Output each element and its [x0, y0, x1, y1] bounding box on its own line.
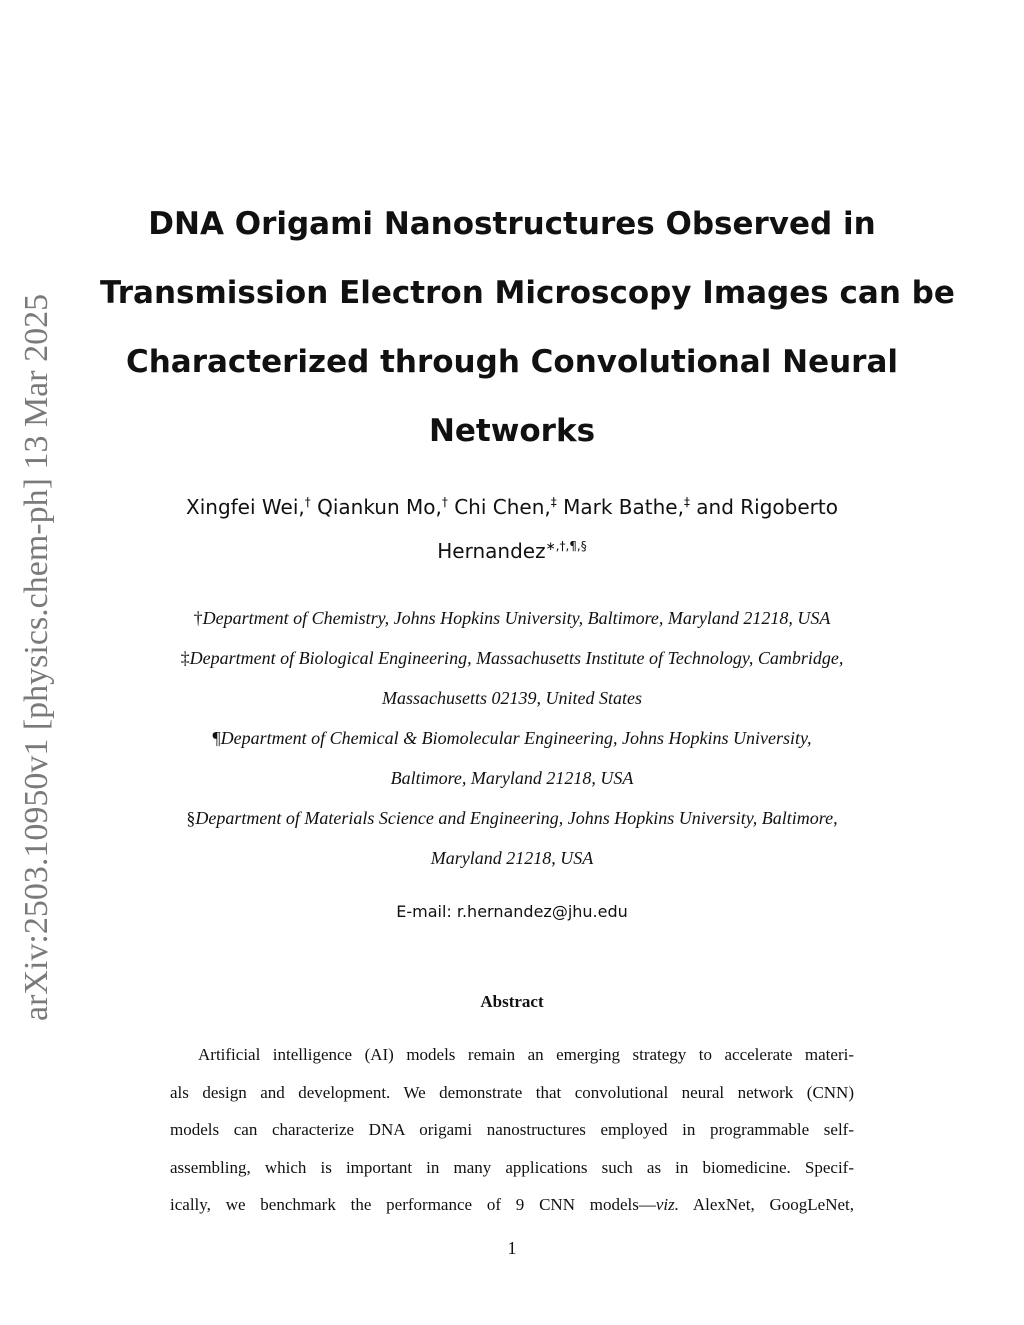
abstract-line: assembling, which is important in many applications such as in biomedicine. Specif- — [170, 1157, 854, 1177]
affiliation-mark: † — [304, 495, 311, 509]
author-name: Chi Chen, — [447, 495, 551, 519]
arxiv-identifier: arXiv:2503.10950v1 [physics.chem-ph] 13 Mar 2025 — [18, 293, 55, 1021]
affiliation-list — [100, 598, 924, 878]
author-name: Mark Bathe, — [556, 495, 684, 519]
paper-title — [100, 190, 955, 466]
page-number: 1 — [507, 1238, 517, 1258]
contact-email: E-mail: r.hernandez@jhu.edu — [396, 902, 628, 921]
affiliation-mark: ‡ — [550, 495, 557, 509]
abstract-line: models can characterize DNA origami nanostructures employed in programmable self- — [170, 1120, 854, 1139]
affiliation-line — [100, 718, 924, 758]
author-line — [100, 485, 924, 529]
title-line: Transmission Electron Microscopy Images can be — [100, 275, 955, 311]
abstract-line: als design and development. We demonstrate that convolutional neural network (CNN) — [170, 1082, 854, 1102]
affiliation-mark: † — [193, 608, 203, 628]
affiliation-text: Department of Materials Science and Engineering, Johns Hopkins University, Baltimore, — [195, 808, 838, 828]
affiliation-text: Department of Biological Engineering, Massachusetts Institute of Technology, Cambridge, — [189, 648, 844, 668]
affiliation-mark: ∗,†,¶,§ — [545, 539, 587, 553]
abstract-line — [170, 1186, 854, 1224]
author-name: and Rigoberto — [689, 495, 838, 519]
author-list — [100, 485, 924, 573]
affiliation-mark: † — [441, 495, 448, 509]
author-name: Hernandez — [437, 539, 546, 563]
affiliation-line — [100, 638, 924, 678]
affiliation-line: Baltimore, Maryland 21218, USA — [390, 768, 634, 788]
title-line: DNA Origami Nanostructures Observed in — [148, 206, 876, 242]
title-line: Characterized through Convolutional Neural — [125, 344, 899, 380]
abstract-body — [170, 1036, 854, 1224]
abstract-text: ically, we benchmark the performance of 9 CNN models— — [170, 1195, 656, 1214]
author-name: Xingfei Wei, — [186, 495, 305, 519]
abstract-text: AlexNet, GoogLeNet, — [679, 1195, 854, 1214]
author-name: Qiankun Mo, — [310, 495, 442, 519]
affiliation-text: Department of Chemistry, Johns Hopkins University, Baltimore, Maryland 21218, USA — [202, 608, 831, 628]
affiliation-line — [100, 798, 924, 838]
abstract-line: Artificial intelligence (AI) models remain an emerging strategy to accelerate materi- — [198, 1045, 854, 1064]
affiliation-line: Maryland 21218, USA — [430, 848, 594, 868]
abstract-heading: Abstract — [480, 992, 544, 1011]
author-line — [100, 529, 924, 573]
affiliation-mark: ‡ — [683, 495, 690, 509]
affiliation-text: Department of Chemical & Biomolecular Engineering, Johns Hopkins University, — [220, 728, 812, 748]
title-line: Networks — [428, 413, 596, 449]
affiliation-line — [100, 598, 924, 638]
affiliation-mark: § — [186, 808, 196, 828]
abstract-emphasis: viz. — [655, 1195, 680, 1214]
affiliation-mark: ¶ — [212, 728, 221, 748]
affiliation-mark: ‡ — [180, 648, 190, 668]
affiliation-line: Massachusetts 02139, United States — [382, 688, 642, 708]
